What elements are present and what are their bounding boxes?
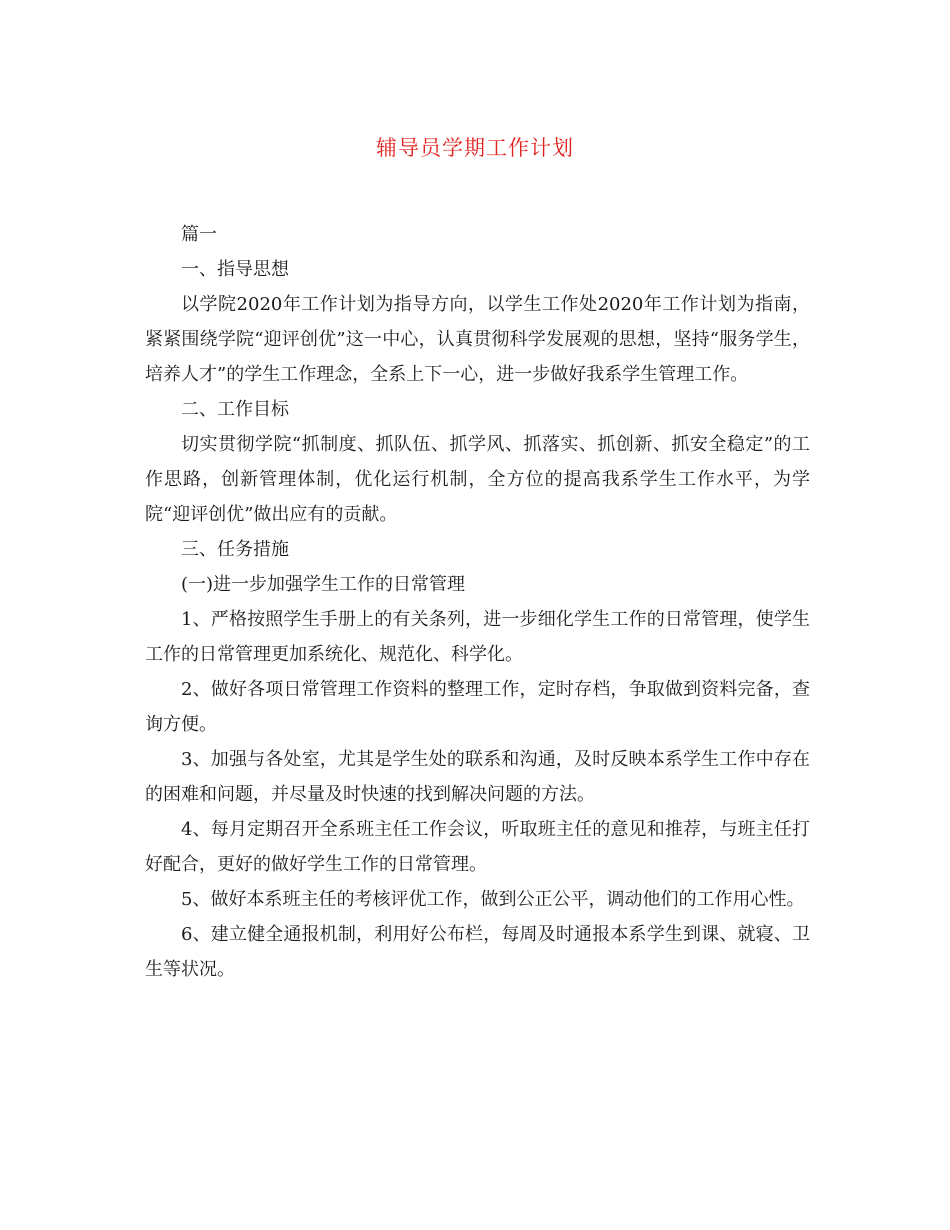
list-item-3: 3、加强与各处室，尤其是学生处的联系和沟通，及时反映本系学生工作中存在的困难和问题，并尽量及时快速的找到解决问题的方法。 (145, 749, 810, 805)
heading-work-goals: 二、工作目标 (181, 399, 289, 420)
document-body (145, 217, 810, 987)
list-item-5: 5、做好本系班主任的考核评优工作，做到公正公平，调动他们的工作用心性。 (181, 889, 805, 910)
section-label: 篇一 (181, 224, 217, 245)
list-item-4: 4、每月定期召开全系班主任工作会议，听取班主任的意见和推荐，与班主任打好配合，更好的做好学生工作的日常管理。 (145, 819, 810, 875)
document-title: 辅导员学期工作计划 (376, 136, 574, 160)
list-item-6: 6、建立健全通报机制，利用好公布栏，每周及时通报本系学生到课、就寝、卫生等状况。 (145, 924, 810, 980)
heading-task-measures: 三、任务措施 (181, 539, 289, 560)
subheading-daily-management: (一)进一步加强学生工作的日常管理 (181, 574, 466, 595)
paragraph-work-goals: 切实贯彻学院“抓制度、抓队伍、抓学风、抓落实、抓创新、抓安全稳定”的工作思路，创新管理体制，优化运行机制，全方位的提高我系学生工作水平，为学院“迎评创优”做出应有的贡献。 (145, 434, 810, 525)
list-item-2: 2、做好各项日常管理工作资料的整理工作，定时存档，争取做到资料完备，查询方便。 (145, 679, 810, 735)
heading-guiding-thought: 一、指导思想 (181, 259, 289, 280)
paragraph-guiding-thought: 以学院2020年工作计划为指导方向，以学生工作处2020年工作计划为指南，紧紧围绕学院“迎评创优”这一中心，认真贯彻科学发展观的思想，坚持“服务学生，培养人才”的学生工作理念，全系上下一心，进一步做好我系学生管理工作。 (145, 294, 810, 385)
list-item-1: 1、严格按照学生手册上的有关条列，进一步细化学生工作的日常管理，使学生工作的日常管理更加系统化、规范化、科学化。 (145, 609, 810, 665)
